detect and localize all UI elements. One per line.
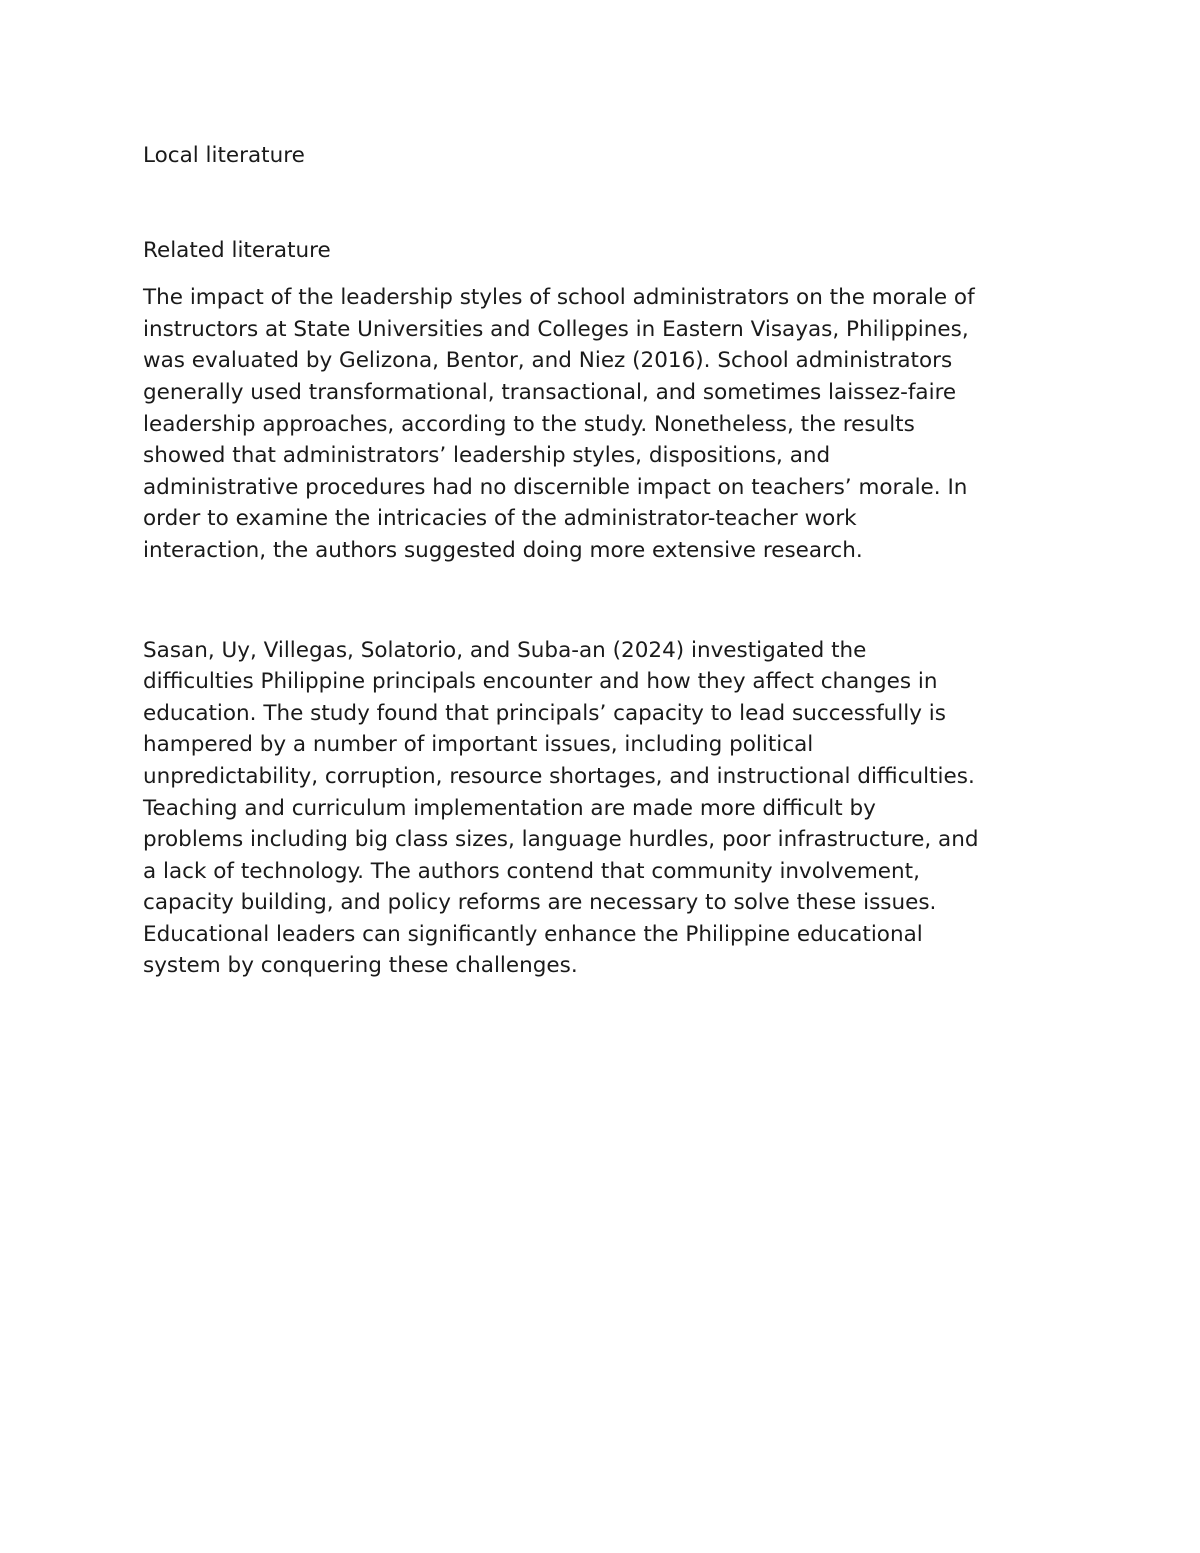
heading-local-literature: Local literature xyxy=(143,143,305,168)
paragraph-sasan-study: Sasan, Uy, Villegas, Solatorio, and Suba-an (2024) investigated the difficulties Philippine principals encounter and how they affect changes in education. The study found that principals’ capacity to lead successfully is hampered by a number of important issues, including political unpredictability, corruption, resource shortages, and instructional difficulties. Teaching and curriculum implementation are made more difficult by problems including big class sizes, language hurdles, poor infrastructure, and a lack of technology. The authors contend that community involvement, capacity building, and policy reforms are necessary to solve these issues. Educational leaders can significantly enhance the Philippine educational system by conquering these challenges. xyxy=(143,637,979,979)
heading-related-literature: Related literature xyxy=(143,237,331,263)
document-body xyxy=(143,140,1073,982)
paragraph-gelizona-study: The impact of the leadership styles of school administrators on the morale of instructors at State Universities and Colleges in Eastern Visayas, Philippines, was evaluated by Gelizona, Bentor, and Niez (2016). School administrators generally used transformational, transactional, and sometimes laissez-faire leadership approaches, according to the study. Nonetheless, the results showed that administrators’ leadership styles, dispositions, and administrative procedures had no discernible impact on teachers’ morale. In order to examine the intricacies of the administrator-teacher work interaction, the authors suggested doing more extensive research. xyxy=(143,285,975,563)
